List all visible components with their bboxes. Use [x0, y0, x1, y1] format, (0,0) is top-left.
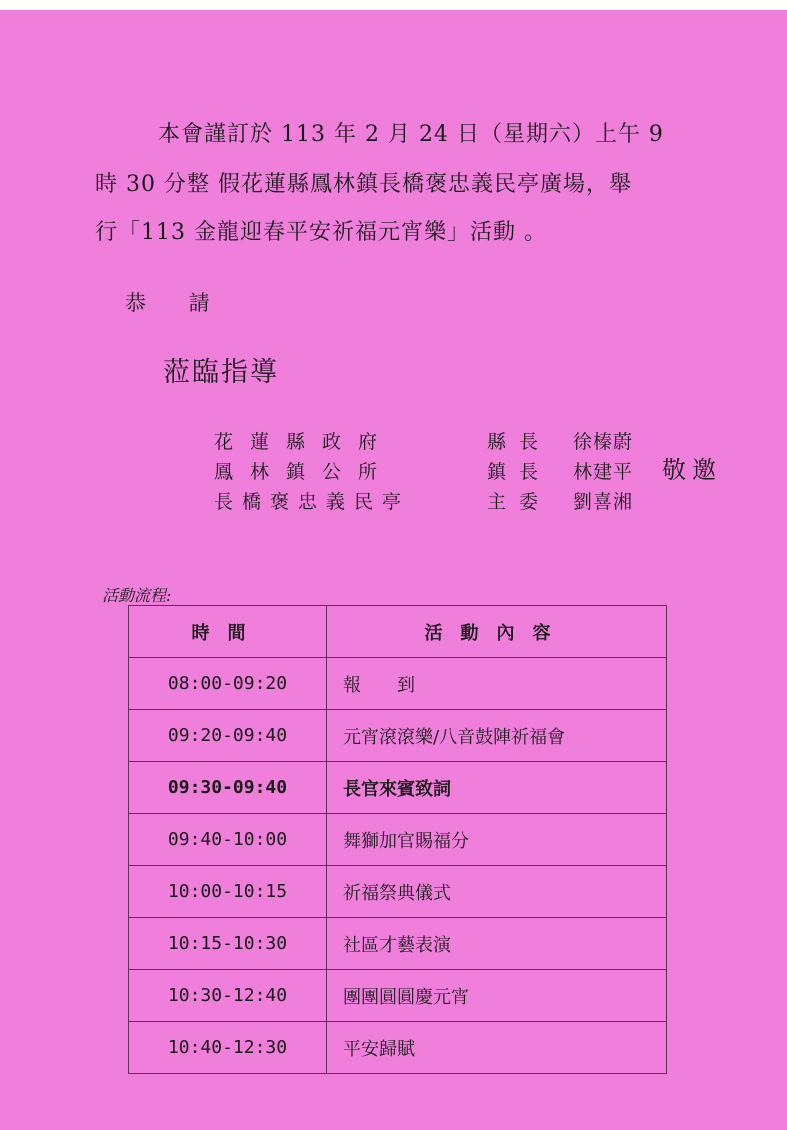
header-activity: 活動內容 [327, 606, 667, 658]
host-name-3: 劉喜湘 [573, 491, 634, 513]
guidance-text: 蒞臨指導 [163, 357, 279, 388]
table-row [129, 658, 667, 710]
table-row [129, 1022, 667, 1074]
schedule-label: 活動流程: [102, 586, 172, 605]
host-name-1: 徐榛蔚 [573, 431, 634, 453]
schedule-header-row [129, 606, 667, 658]
row-activity: 團團圓圓慶元宵 [327, 970, 667, 1022]
row-activity: 祈福祭典儀式 [327, 866, 667, 918]
host-org-2: 鳳林鎮公所 [214, 461, 395, 483]
table-row [129, 970, 667, 1022]
host-title-3: 主委 [487, 491, 552, 513]
host-org-1: 花蓮縣政府 [214, 431, 395, 453]
row-activity: 報 到 [327, 658, 667, 710]
host-title-1: 縣長 [487, 431, 552, 453]
row-activity: 元宵滾滾樂/八音鼓陣祈福會 [327, 710, 667, 762]
announcement-line-1: 本會謹訂於 113 年 2 月 24 日（星期六）上午 9 [158, 122, 664, 147]
row-time: 10:30-12:40 [129, 970, 327, 1022]
row-activity: 長官來賓致詞 [327, 762, 667, 814]
row-time: 09:40-10:00 [129, 814, 327, 866]
row-time: 10:15-10:30 [129, 918, 327, 970]
row-activity: 平安歸賦 [327, 1022, 667, 1074]
row-activity: 社區才藝表演 [327, 918, 667, 970]
table-row [129, 762, 667, 814]
table-row [129, 814, 667, 866]
row-time: 10:40-12:30 [129, 1022, 327, 1074]
row-time: 10:00-10:15 [129, 866, 327, 918]
host-org-3: 長橋褒忠義民亭 [214, 491, 411, 513]
table-row [129, 710, 667, 762]
row-activity: 舞獅加官賜福分 [327, 814, 667, 866]
row-time: 08:00-09:20 [129, 658, 327, 710]
header-time: 時間 [129, 606, 327, 658]
row-time: 09:20-09:40 [129, 710, 327, 762]
table-row [129, 866, 667, 918]
respect-text: 恭 請 [125, 291, 228, 315]
row-time: 09:30-09:40 [129, 762, 327, 814]
invitation-sheet [0, 10, 787, 1130]
host-name-2: 林建平 [573, 461, 634, 483]
announcement-line-3: 行「113 金龍迎春平安祈福元宵樂」活動 。 [95, 220, 547, 245]
announcement-line-2: 時 30 分整 假花蓮縣鳳林鎮長橋褒忠義民亭廣場，舉 [95, 172, 632, 197]
host-title-2: 鎮長 [487, 461, 552, 483]
table-row [129, 918, 667, 970]
invite-text: 敬邀 [662, 456, 722, 484]
schedule-table [128, 605, 667, 1074]
